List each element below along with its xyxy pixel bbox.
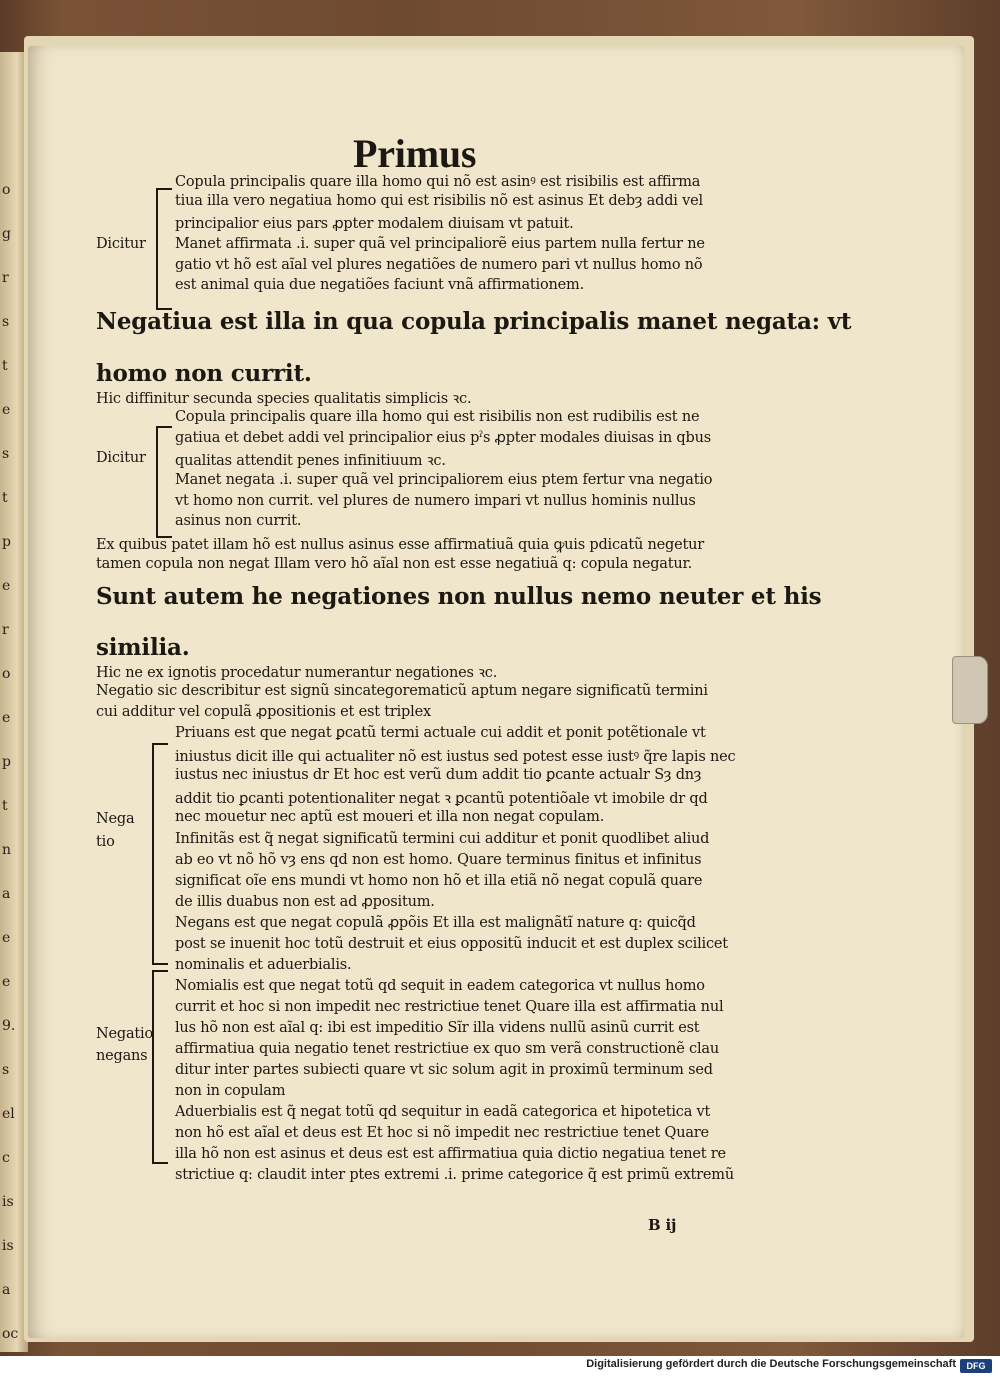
margin-mark: r [2, 622, 9, 638]
margin-mark: e [2, 930, 11, 946]
margin-mark: t [2, 798, 8, 814]
text-line-l40: currit et hoc si non impedit nec restrictiue tenet Quare illa est affirmatia nul [175, 999, 724, 1015]
text-line-l09: homo non currit. [96, 360, 312, 387]
text-line-l33: ab eo vt nõ hõ vȝ ens qd non est homo. Quare terminus finitus et infinitus [175, 852, 702, 868]
text-line-l24: cui additur vel copulã ꝓpositionis et est triplex [96, 704, 431, 720]
text-line-l20: Sunt autem he negationes non nullus nemo neuter et his [96, 583, 822, 610]
text-line-l36: Negans est que negat copulã ꝓpõis Et illa est malignãtĩ nature q: quicq̃d [175, 915, 696, 931]
text-line-l37: post se inuenit hoc totũ destruit et eius oppositũ inducit et est duplex scilicet [175, 936, 728, 952]
text-line-l16: vt homo non currit. vel plures de numero impari vt nullus hominis nullus [175, 493, 696, 509]
margin-mark: t [2, 490, 8, 506]
text-line-l02: tiua illa vero negatiua homo qui est risibilis nõ est asinus Et debȝ addi vel [175, 193, 703, 209]
text-line-l32: tio [96, 834, 115, 850]
text-line-l06: gatio vt hõ est aĩal vel plures negatiões de numero pari vt nullus homo nõ [175, 257, 703, 273]
margin-mark: t [2, 358, 8, 374]
text-line-l14: qualitas attendit penes infinitiuum ꝛc. [175, 453, 446, 469]
text-line-l11: Copula principalis quare illa homo qui est risibilis non est rudibilis est ne [175, 409, 700, 425]
text-line-l22: Hic ne ex ignotis procedatur numerantur negationes ꝛc. [96, 665, 498, 681]
text-line-l01: Copula principalis quare illa homo qui nõ est asinꝰ est risibilis est affirma [175, 174, 701, 190]
margin-mark: c [2, 1150, 10, 1166]
text-line-l03: principalior eius pars ꝓpter modalem diuisam vt patuit. [175, 216, 574, 232]
margin-mark: g [2, 226, 11, 242]
text-line-l50: strictiue q: claudit inter ptes extremi .i. prime categorice q̃ est primũ extremũ [175, 1167, 734, 1183]
margin-mark: is [2, 1194, 14, 1210]
margin-mark: a [2, 1282, 11, 1298]
text-line-l29: nec mouetur nec aptũ est moueri et illa non negat copulam. [175, 809, 605, 825]
text-line-l17: asinus non currit. [175, 513, 302, 529]
margin-mark: e [2, 402, 11, 418]
bracket-3 [152, 743, 168, 965]
text-line-l04: Dicitur [96, 236, 146, 252]
text-line-l43: Negatio [96, 1026, 153, 1042]
text-line-l45: negans [96, 1048, 148, 1064]
text-line-l07: est animal quia due negatiões faciunt vnã affirmationem. [175, 277, 584, 293]
margin-mark: e [2, 974, 11, 990]
margin-mark: p [2, 534, 11, 550]
footer-bar [0, 1356, 1000, 1377]
footer-text: Digitalisierung gefördert durch die Deutsche Forschungsgemeinschaft [586, 1358, 956, 1370]
bracket-4 [152, 970, 168, 1164]
margin-mark: e [2, 710, 11, 726]
text-line-l21: similia. [96, 634, 190, 661]
text-line-l46: non in copulam [175, 1083, 286, 1099]
margin-mark: r [2, 270, 9, 286]
text-line-l27: iustus nec iniustus dr Et hoc est verũ dum addit tio ꝑcante actualr Sȝ dnȝ [175, 767, 702, 783]
text-line-l47: Aduerbialis est q̃ negat totũ qd sequitur in eadã categorica et hipotetica vt [175, 1104, 711, 1120]
text-line-l48: non hõ est aĩal et deus est Et hoc si nõ impedit nec restrictiue tenet Quare [175, 1125, 709, 1141]
page [28, 46, 964, 1338]
text-line-l44: ditur inter partes subiecti quare vt sic solum agit in proximũ terminum sed [175, 1062, 713, 1078]
text-line-l26: iniustus dicit ille qui actualiter nõ est iustus sed potest esse iustꝰ q̃re lapis nec [175, 749, 736, 765]
margin-mark: s [2, 1062, 10, 1078]
text-line-l41: lus hõ non est aĩal q: ibi est impeditio Sĩr illa videns nullũ asinũ currit est [175, 1020, 700, 1036]
margin-mark: s [2, 446, 10, 462]
margin-mark: oc [2, 1326, 19, 1342]
text-line-l49: illa hõ non est asinus et deus est est affirmatiua quia dictio negatiua tenet re [175, 1146, 726, 1162]
margin-mark: e [2, 578, 11, 594]
text-line-l30: Nega [96, 811, 135, 827]
text-line-l38: nominalis et aduerbialis. [175, 957, 352, 973]
text-line-l05: Manet affirmata .i. super quã vel principaliorẽ eius partem nulla fertur ne [175, 236, 705, 252]
margin-mark: 9. [2, 1018, 16, 1034]
margin-mark: o [2, 666, 11, 682]
page-tab [952, 656, 988, 724]
text-line-l39: Nomialis est que negat totũ qd sequit in eadem categorica vt nullus homo [175, 978, 705, 994]
text-line-l13: Dicitur [96, 450, 146, 466]
dfg-logo: DFG [960, 1359, 992, 1373]
text-line-l28: addit tio ꝑcanti potentionaliter negat ꝛ ꝑcantũ potentiõale vt imobile dr qd [175, 791, 708, 807]
margin-mark: s [2, 314, 10, 330]
margin-mark: p [2, 754, 11, 770]
text-line-l18: Ex quibus patet illam hõ est nullus asinus esse affirmatiuã quia ꝙuis pdicatũ negetur [96, 537, 705, 553]
text-line-l23: Negatio sic describitur est signũ sincategorematicũ aptum negare significatũ termini [96, 683, 708, 699]
margin-mark: is [2, 1238, 14, 1254]
signature-mark: B ij [648, 1216, 677, 1234]
text-line-l10: Hic diffinitur secunda species qualitatis simplicis ꝛc. [96, 391, 472, 407]
text-line-l08: Negatiua est illa in qua copula principalis manet negata: vt [96, 308, 852, 335]
text-line-l25: Priuans est que negat ꝑcatũ termi actuale cui addit et ponit potẽtionale vt [175, 725, 706, 741]
page-heading: Primus [353, 131, 477, 176]
text-line-l31: Infinitãs est q̃ negat significatũ termini cui additur et ponit quodlibet aliud [175, 831, 710, 847]
margin-mark: n [2, 842, 12, 858]
text-line-l42: affirmatiua quia negatio tenet restrictiue ex quo sm verã constructionẽ clau [175, 1041, 719, 1057]
text-line-l12: gatiua et debet addi vel principalior eius pˀs ꝓpter modales diuisas in qbus [175, 430, 711, 446]
margin-mark: el [2, 1106, 15, 1122]
text-line-l15: Manet negata .i. super quã vel principaliorem eius ptem fertur vna negatio [175, 472, 713, 488]
margin-mark: o [2, 182, 11, 198]
text-line-l19: tamen copula non negat Illam vero hõ aĩal non est esse negatiuã q: copula negatur. [96, 556, 693, 572]
bracket-1 [156, 188, 172, 310]
bracket-2 [156, 426, 172, 538]
text-line-l34: significat oĩe ens mundi vt homo non hõ et illa etiã nõ negat copulã quare [175, 873, 703, 889]
margin-mark: a [2, 886, 11, 902]
text-line-l35: de illis duabus non est ad ꝓpositum. [175, 894, 435, 910]
